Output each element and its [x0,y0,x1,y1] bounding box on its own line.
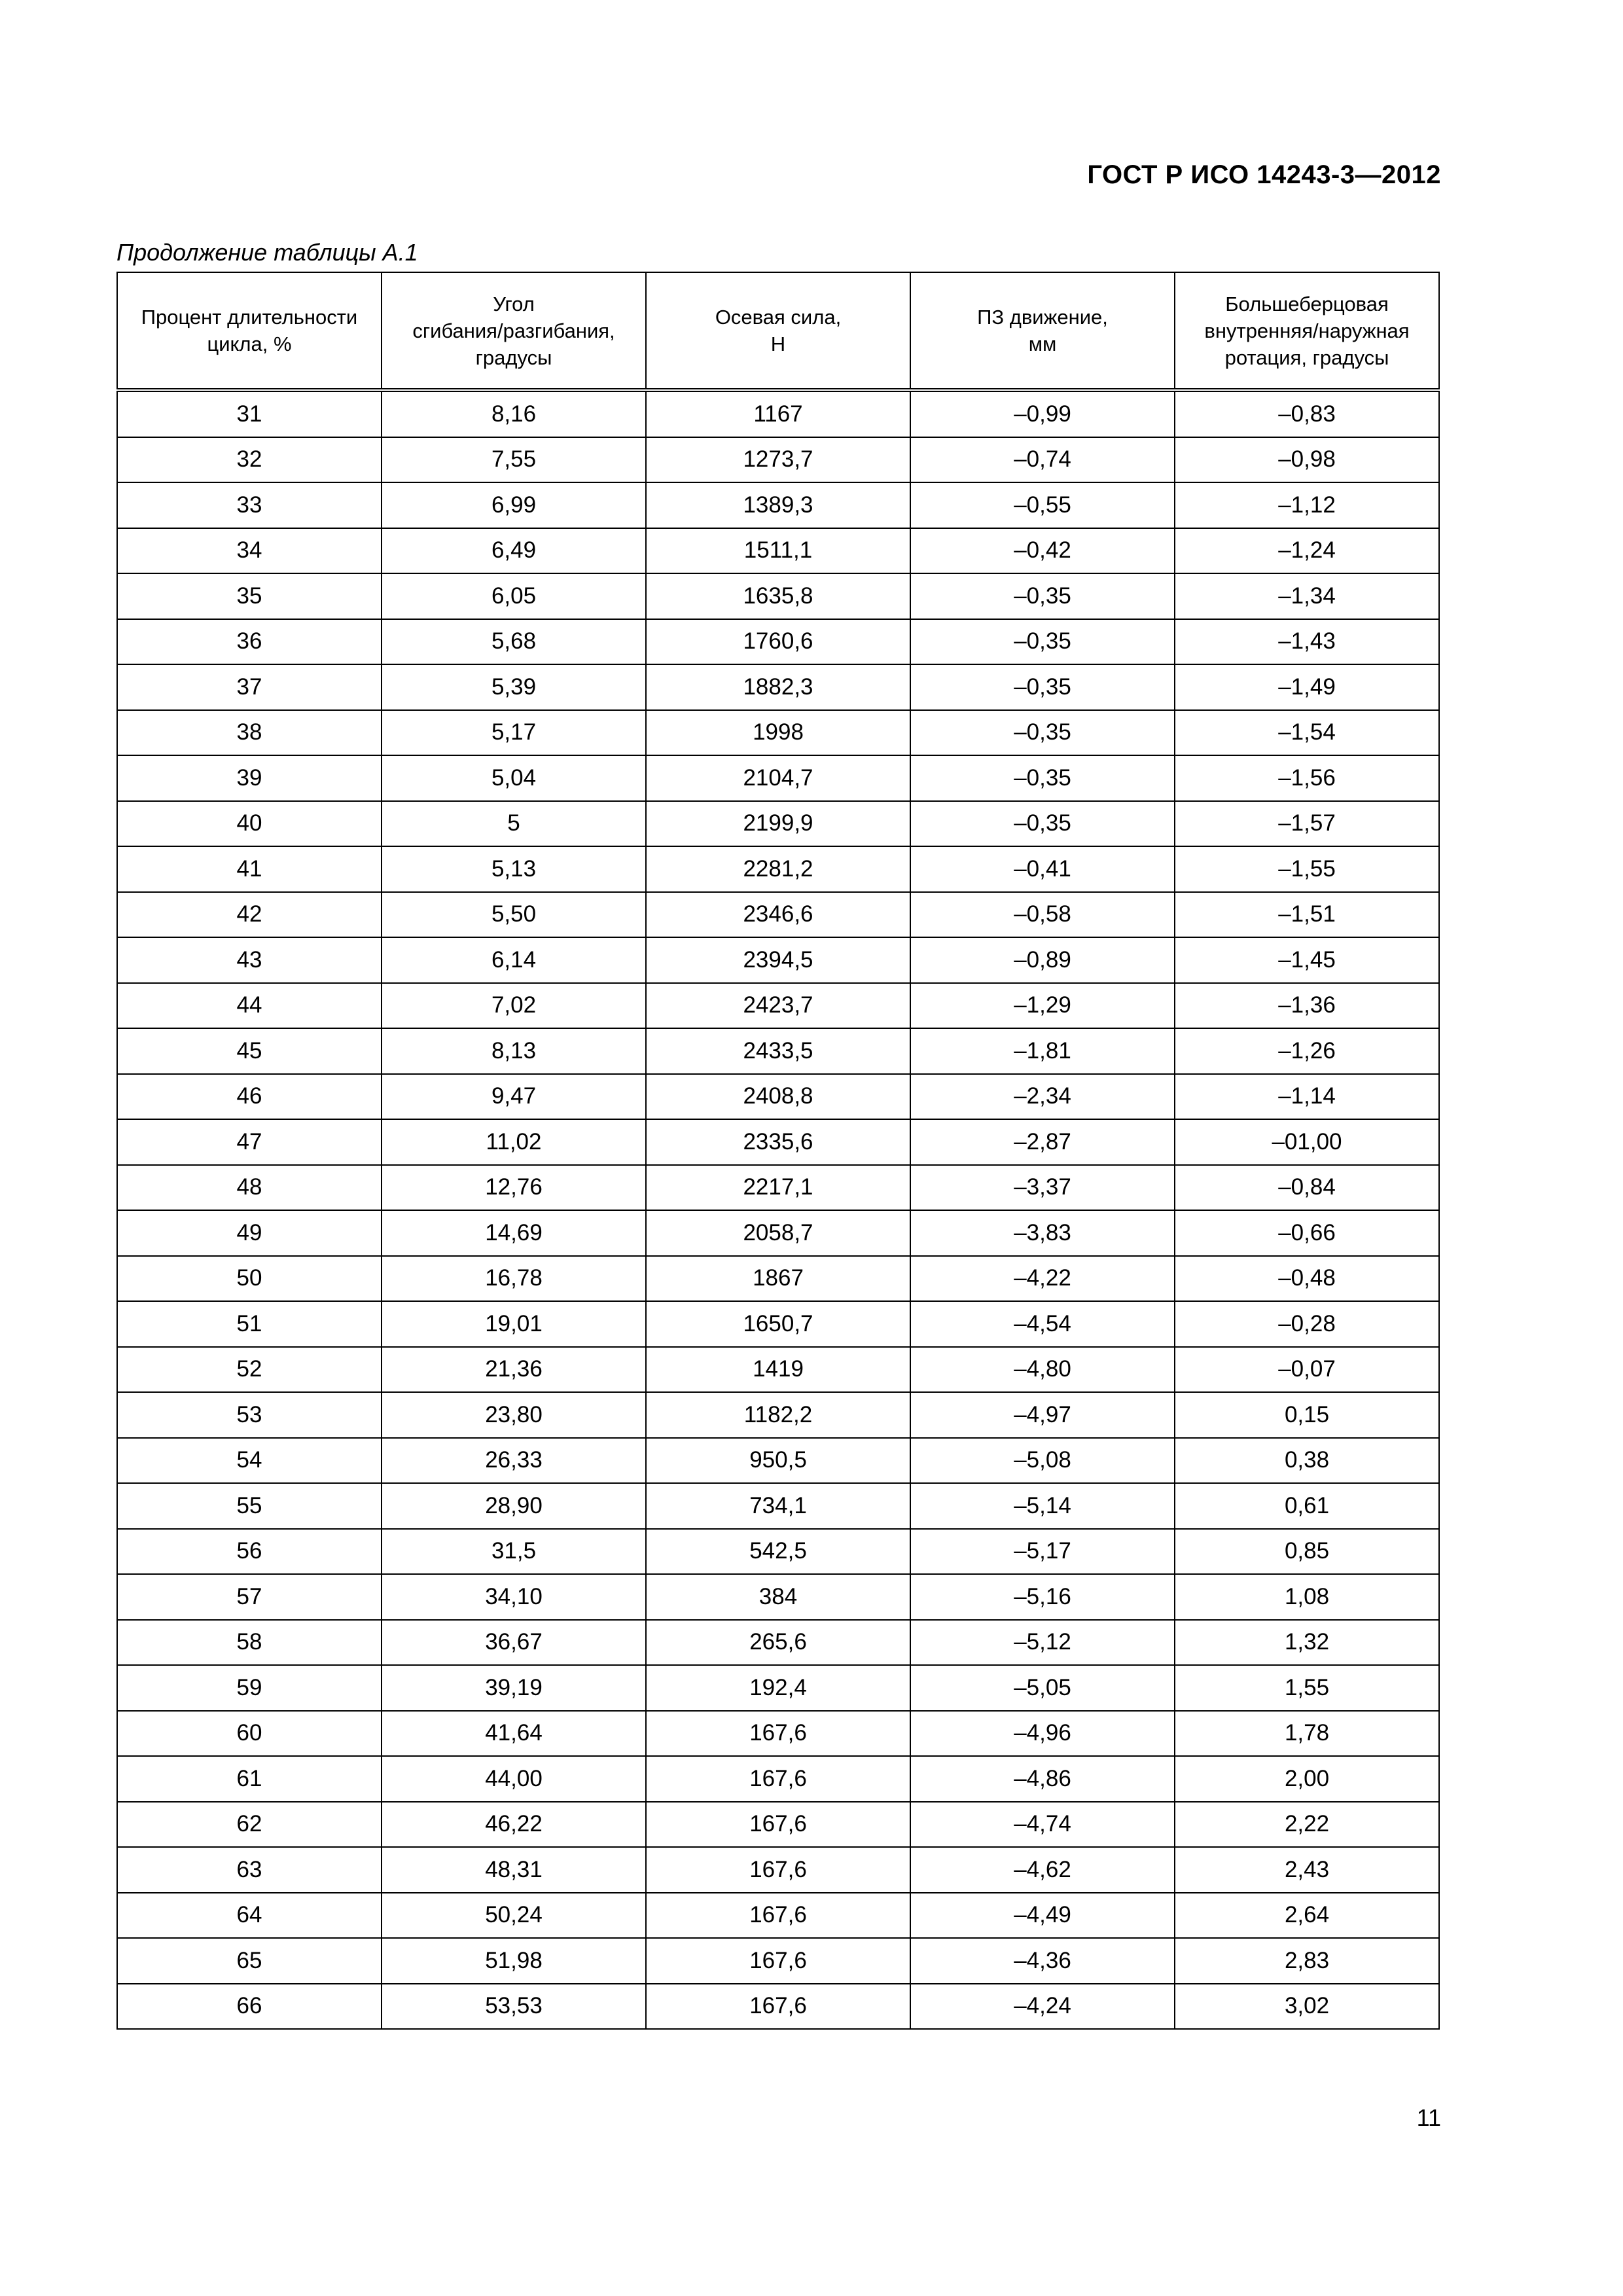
table-cell: 31 [117,390,382,437]
table-cell: –0,58 [910,892,1175,938]
table-cell: –4,54 [910,1301,1175,1347]
table-row [117,892,1439,938]
table-cell: –2,34 [910,1074,1175,1120]
table-row [117,1256,1439,1302]
table-cell: 2199,9 [646,801,910,847]
table-cell: –1,81 [910,1028,1175,1074]
table-cell: –1,36 [1175,983,1439,1029]
table-row [117,1438,1439,1484]
table-cell: –1,56 [1175,755,1439,801]
table-cell: 58 [117,1620,382,1666]
table-row [117,1574,1439,1620]
table-cell: –0,99 [910,390,1175,437]
table-cell: 56 [117,1529,382,1575]
header-line: Осевая сила, [715,306,842,329]
column-header-tibial-rotation [1175,272,1439,390]
table-cell: 47 [117,1119,382,1165]
table-cell: –0,35 [910,801,1175,847]
table-cell: 2423,7 [646,983,910,1029]
table-row [117,1665,1439,1711]
table-cell: 167,6 [646,1711,910,1757]
table-cell: 167,6 [646,1847,910,1893]
table-cell: 2217,1 [646,1165,910,1211]
table-cell: 53,53 [382,1984,646,2030]
table-cell: 167,6 [646,1802,910,1848]
table-cell: 167,6 [646,1938,910,1984]
table-cell: 21,36 [382,1347,646,1393]
table-cell: 2281,2 [646,846,910,892]
table-cell: 35 [117,573,382,619]
table-cell: 1273,7 [646,437,910,483]
header-line: градусы [475,346,552,369]
table-cell: –4,74 [910,1802,1175,1848]
table-row [117,1620,1439,1666]
table-cell: –4,86 [910,1756,1175,1802]
table-cell: 28,90 [382,1483,646,1529]
table-cell: 66 [117,1984,382,2030]
table-cell: 41 [117,846,382,892]
table-cell: 0,15 [1175,1392,1439,1438]
table-cell: 63 [117,1847,382,1893]
table-cell: 2058,7 [646,1210,910,1256]
table-cell: 0,61 [1175,1483,1439,1529]
table-cell: –1,45 [1175,937,1439,983]
table-cell: –0,41 [910,846,1175,892]
table-cell: –4,96 [910,1711,1175,1757]
table-cell: –5,12 [910,1620,1175,1666]
table-cell: 31,5 [382,1529,646,1575]
table-cell: –0,89 [910,937,1175,983]
table-cell: –1,51 [1175,892,1439,938]
table-cell: 40 [117,801,382,847]
table-cell: 34 [117,528,382,574]
table-cell: 3,02 [1175,1984,1439,2030]
table-cell: –0,74 [910,437,1175,483]
table-cell: 1,32 [1175,1620,1439,1666]
table-row [117,664,1439,710]
table-cell: 65 [117,1938,382,1984]
table-cell: 5,68 [382,619,646,665]
table-row [117,1392,1439,1438]
table-cell: –4,49 [910,1893,1175,1939]
table-cell: –0,66 [1175,1210,1439,1256]
table-row [117,1165,1439,1211]
table-row [117,1711,1439,1757]
table-cell: 61 [117,1756,382,1802]
table-cell: 51,98 [382,1938,646,1984]
table-row [117,1938,1439,1984]
table-cell: 26,33 [382,1438,646,1484]
table-cell: –0,07 [1175,1347,1439,1393]
table-cell: 16,78 [382,1256,646,1302]
table-row [117,1301,1439,1347]
table-cell: –4,36 [910,1938,1175,1984]
table-cell: 1167 [646,390,910,437]
page-number: 11 [1416,2104,1441,2131]
table-cell: –3,83 [910,1210,1175,1256]
table-cell: 9,47 [382,1074,646,1120]
table-cell: 43 [117,937,382,983]
table-cell: 11,02 [382,1119,646,1165]
table-cell: 55 [117,1483,382,1529]
table-cell: –1,55 [1175,846,1439,892]
table-row [117,755,1439,801]
table-cell: 5,39 [382,664,646,710]
table-cell: 51 [117,1301,382,1347]
table-cell: 1867 [646,1256,910,1302]
table-cell: 39,19 [382,1665,646,1711]
table-cell: 1998 [646,710,910,756]
table-cell: –0,55 [910,482,1175,528]
table-cell: 2104,7 [646,755,910,801]
table-cell: 57 [117,1574,382,1620]
table-cell: –1,12 [1175,482,1439,528]
table-row [117,983,1439,1029]
table-cell: 44 [117,983,382,1029]
table-cell: –01,00 [1175,1119,1439,1165]
table-cell: 46 [117,1074,382,1120]
table-cell: –3,37 [910,1165,1175,1211]
table-cell: 2,22 [1175,1802,1439,1848]
table-cell: 5,50 [382,892,646,938]
table-cell: 36 [117,619,382,665]
table-row [117,1756,1439,1802]
table-row [117,1074,1439,1120]
table-cell: 0,85 [1175,1529,1439,1575]
header-line: мм [1028,332,1057,355]
table-cell: –1,24 [1175,528,1439,574]
table-cell: 2433,5 [646,1028,910,1074]
table-cell: 2335,6 [646,1119,910,1165]
table-cell: 1389,3 [646,482,910,528]
table-cell: 1650,7 [646,1301,910,1347]
table-cell: 5,04 [382,755,646,801]
table-cell: 46,22 [382,1802,646,1848]
table-cell: –1,57 [1175,801,1439,847]
table-cell: 49 [117,1210,382,1256]
header-line: Угол [493,292,535,315]
table-cell: 36,67 [382,1620,646,1666]
table-cell: 6,14 [382,937,646,983]
table-row [117,437,1439,483]
table-cell: 50,24 [382,1893,646,1939]
table-row [117,1984,1439,2030]
data-table [116,272,1440,2030]
table-cell: –5,17 [910,1529,1175,1575]
header-line: цикла, % [207,332,292,355]
table-cell: 53 [117,1392,382,1438]
table-cell: 33 [117,482,382,528]
table-cell: 167,6 [646,1984,910,2030]
table-body [117,390,1439,2029]
header-line: ПЗ движение, [977,306,1108,329]
column-header-flexion-angle [382,272,646,390]
table-row [117,1529,1439,1575]
table-cell: 2394,5 [646,937,910,983]
table-cell: 1,78 [1175,1711,1439,1757]
table-cell: 2,83 [1175,1938,1439,1984]
table-cell: 62 [117,1802,382,1848]
table-cell: 1419 [646,1347,910,1393]
table-cell: 2346,6 [646,892,910,938]
header-line: Н [770,332,786,355]
table-cell: 42 [117,892,382,938]
table-row [117,1028,1439,1074]
table-cell: –0,35 [910,619,1175,665]
table-cell: 32 [117,437,382,483]
table-cell: 6,99 [382,482,646,528]
table-cell: –4,24 [910,1984,1175,2030]
table-cell: 7,55 [382,437,646,483]
table-cell: 6,49 [382,528,646,574]
table-cell: 192,4 [646,1665,910,1711]
table-cell: 5 [382,801,646,847]
table-cell: –0,84 [1175,1165,1439,1211]
header-line: Большеберцовая [1225,292,1389,315]
table-cell: –4,80 [910,1347,1175,1393]
table-cell: –0,35 [910,755,1175,801]
table-row [117,801,1439,847]
table-cell: –1,29 [910,983,1175,1029]
table-cell: 384 [646,1574,910,1620]
table-row [117,1893,1439,1939]
table-cell: 2,64 [1175,1893,1439,1939]
table-row [117,846,1439,892]
table-cell: 41,64 [382,1711,646,1757]
table-cell: 167,6 [646,1756,910,1802]
table-row [117,1119,1439,1165]
table-cell: 52 [117,1347,382,1393]
table-cell: –1,43 [1175,619,1439,665]
table-row [117,390,1439,437]
table-cell: 7,02 [382,983,646,1029]
table-cell: –0,48 [1175,1256,1439,1302]
table-row [117,710,1439,756]
table-cell: 2,00 [1175,1756,1439,1802]
table-cell: –0,35 [910,573,1175,619]
table-cell: –0,35 [910,710,1175,756]
table-cell: 50 [117,1256,382,1302]
table-cell: –0,28 [1175,1301,1439,1347]
table-cell: –5,08 [910,1438,1175,1484]
table-cell: 54 [117,1438,382,1484]
table-row [117,1210,1439,1256]
table-cell: 2408,8 [646,1074,910,1120]
table-cell: –0,35 [910,664,1175,710]
table-cell: –4,62 [910,1847,1175,1893]
table-cell: 542,5 [646,1529,910,1575]
table-row [117,482,1439,528]
table-cell: 48 [117,1165,382,1211]
table-cell: 59 [117,1665,382,1711]
table-cell: 37 [117,664,382,710]
table-cell: 1760,6 [646,619,910,665]
table-row [117,573,1439,619]
table-caption: Продолжение таблицы А.1 [116,239,418,266]
table-cell: 60 [117,1711,382,1757]
document-standard-code: ГОСТ Р ИСО 14243-3—2012 [1087,160,1441,189]
table-cell: –4,97 [910,1392,1175,1438]
table-cell: 265,6 [646,1620,910,1666]
table-cell: 5,17 [382,710,646,756]
table-row [117,1802,1439,1848]
table-cell: 2,43 [1175,1847,1439,1893]
header-line: внутренняя/наружная [1204,319,1410,342]
table-row [117,528,1439,574]
table-cell: 950,5 [646,1438,910,1484]
table-cell: 1511,1 [646,528,910,574]
table-row [117,937,1439,983]
table-cell: –1,14 [1175,1074,1439,1120]
table-cell: –5,14 [910,1483,1175,1529]
table-cell: 12,76 [382,1165,646,1211]
table-cell: 64 [117,1893,382,1939]
table-cell: 8,16 [382,390,646,437]
column-header-cycle-percent [117,272,382,390]
table-cell: 34,10 [382,1574,646,1620]
table-cell: –0,98 [1175,437,1439,483]
table-cell: 1882,3 [646,664,910,710]
table-cell: –1,26 [1175,1028,1439,1074]
table-cell: 1182,2 [646,1392,910,1438]
header-line: ротация, градусы [1224,346,1389,369]
table-cell: 44,00 [382,1756,646,1802]
data-table-container [116,272,1440,2030]
table-cell: –4,22 [910,1256,1175,1302]
table-cell: –5,16 [910,1574,1175,1620]
table-cell: 1,55 [1175,1665,1439,1711]
table-cell: 38 [117,710,382,756]
table-cell: 14,69 [382,1210,646,1256]
table-cell: 167,6 [646,1893,910,1939]
table-cell: –1,54 [1175,710,1439,756]
table-cell: –2,87 [910,1119,1175,1165]
table-row [117,1347,1439,1393]
table-cell: 45 [117,1028,382,1074]
table-row [117,1847,1439,1893]
table-cell: 5,13 [382,846,646,892]
table-cell: –1,49 [1175,664,1439,710]
table-cell: 1635,8 [646,573,910,619]
table-cell: 6,05 [382,573,646,619]
table-cell: –0,83 [1175,390,1439,437]
table-cell: –1,34 [1175,573,1439,619]
header-line: сгибания/разгибания, [412,319,615,342]
table-row [117,619,1439,665]
column-header-axial-force [646,272,910,390]
table-cell: 39 [117,755,382,801]
table-cell: 8,13 [382,1028,646,1074]
table-cell: 0,38 [1175,1438,1439,1484]
header-line: Процент длительности [141,306,358,329]
table-header-row [117,272,1439,390]
table-cell: 19,01 [382,1301,646,1347]
table-cell: –5,05 [910,1665,1175,1711]
table-row [117,1483,1439,1529]
table-cell: –0,42 [910,528,1175,574]
column-header-ap-motion [910,272,1175,390]
table-cell: 48,31 [382,1847,646,1893]
table-cell: 734,1 [646,1483,910,1529]
table-cell: 1,08 [1175,1574,1439,1620]
table-cell: 23,80 [382,1392,646,1438]
